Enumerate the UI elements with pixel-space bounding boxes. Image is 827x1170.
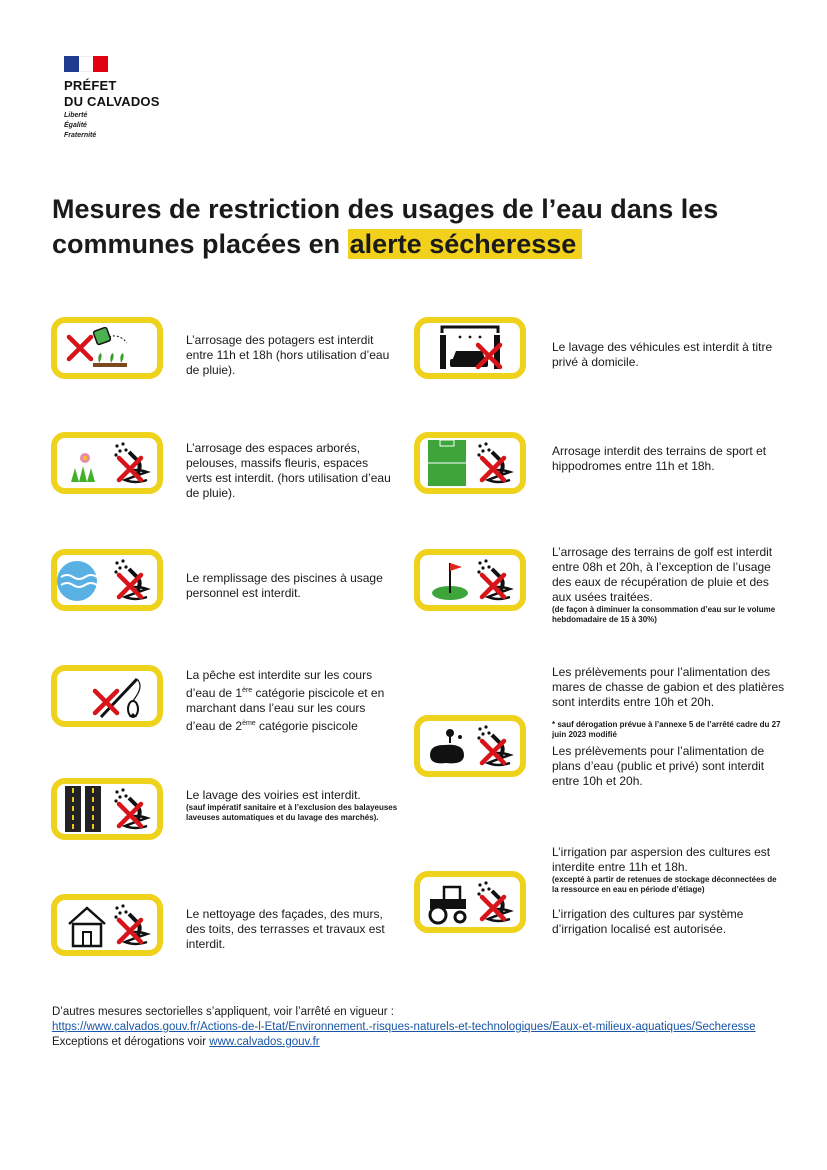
title-text: Mesures de restriction des usages de l’eau dans les communes placées en [52, 194, 719, 259]
motto-liberte: Liberté [64, 112, 88, 119]
rule-sport: Arrosage interdit des terrains de sport et hippodromes entre 11h et 18h. [552, 444, 767, 473]
motto-egalite: Égalité [64, 122, 87, 129]
rule-vehicules: Le lavage des véhicules est interdit à titre privé à domicile. [552, 340, 773, 369]
rule-irrigation-note: (excepté à partir de retenues de stockage déconnectées de la ressource en eau en période d’étiage) [552, 875, 777, 894]
calvados-label: DU CALVADOS [64, 94, 160, 109]
rule-mares-note: * sauf dérogation prévue à l’annexe 5 de l’arrêté cadre du 27 juin 2023 modifié [552, 720, 781, 739]
prefet-label: PRÉFET [64, 78, 117, 93]
rule-peche [186, 668, 396, 734]
rule-peche-sup1: ère [242, 687, 253, 694]
calvados-site-link[interactable]: www.calvados.gouv.fr [209, 1036, 320, 1048]
prefecture-logo [64, 56, 224, 146]
rule-voiries-text: Le lavage des voiries est interdit. [186, 788, 361, 802]
house-hose-icon [51, 894, 163, 956]
rule-voiries [186, 788, 406, 823]
rule-golf [552, 545, 782, 625]
arrete-link[interactable]: https://www.calvados.gouv.fr/Actions-de-l-Etat/Environnement.-risques-naturels-et-technologiques/Eaux-et-milieux-aquatiques/Secheresse [52, 1021, 756, 1033]
footer [52, 1005, 792, 1050]
rule-irrigation-localisee: L’irrigation des cultures par système d’irrigation localisé est autorisée. [552, 907, 744, 936]
rule-piscines: Le remplissage des piscines à usage personnel est interdit. [186, 571, 383, 600]
rule-irrigation [552, 845, 782, 937]
rule-potagers: L’arrosage des potagers est interdit entre 11h et 18h (hors utilisation d’eau de pluie). [186, 333, 390, 377]
road-hose-icon [51, 778, 163, 840]
title-highlight: alerte sécheresse [348, 229, 583, 259]
footer-intro: D’autres mesures sectorielles s’appliquent, voir l’arrêté en vigueur : [52, 1006, 394, 1018]
rule-peche-b: catégorie piscicole et en marchant dans l’eau sur les cours d’eau de 2 [186, 686, 385, 733]
motto-fraternite: Fraternité [64, 132, 97, 139]
pool-hose-icon [51, 549, 163, 611]
rule-golf-text: L’arrosage des terrains de golf est interdit entre 08h et 20h, à l’exception de l’usage des eaux de récupération de pluie et des aux usées traitées. [552, 545, 773, 604]
rule-golf-note: (de façon à diminuer la consommation d’eau sur le volume hebdomadaire de 15 à 30%) [552, 605, 776, 624]
rule-voiries-note: (sauf impératif sanitaire et à l’exclusion des balayeuses laveuses automatiques et du lavage des marchés). [186, 803, 398, 822]
tractor-hose-icon [414, 871, 526, 933]
rule-plans-eau: Les prélèvements pour l’alimentation de plans d’eau (public et privé) sont interdit entre 10h et 20h. [552, 744, 765, 788]
footer-exceptions: Exceptions et dérogations voir [52, 1036, 210, 1048]
rule-peche-sup2: ème [242, 720, 256, 727]
golf-icon [414, 549, 526, 611]
sports-field-icon [414, 432, 526, 494]
flower-hose-icon [51, 432, 163, 494]
car-wash-icon [414, 317, 526, 379]
fishing-icon [51, 665, 163, 727]
rule-espaces-verts: L’arrosage des espaces arborés, pelouses, massifs fleuris, espaces verts est interdit. (hors utilisation d’eau de pluie). [186, 441, 391, 500]
rule-mares-text: Les prélèvements pour l’alimentation des mares de chasse de gabion et des platières sont interdits entre 10h et 20h. [552, 665, 785, 709]
page-title [52, 192, 792, 262]
watering-can-icon [51, 317, 163, 379]
french-flag-icon [64, 56, 108, 72]
rule-facades: Le nettoyage des façades, des murs, des toits, des terrasses et travaux est interdit. [186, 907, 385, 951]
rule-peche-c: catégorie piscicole [255, 719, 358, 733]
rule-peche-a: La pêche est interdite sur les cours d’eau de 1 [186, 668, 373, 700]
rule-mares [552, 665, 787, 789]
pond-hose-icon [414, 715, 526, 777]
rule-irrigation-text: L’irrigation par aspersion des cultures est interdite entre 11h et 18h. [552, 845, 771, 874]
